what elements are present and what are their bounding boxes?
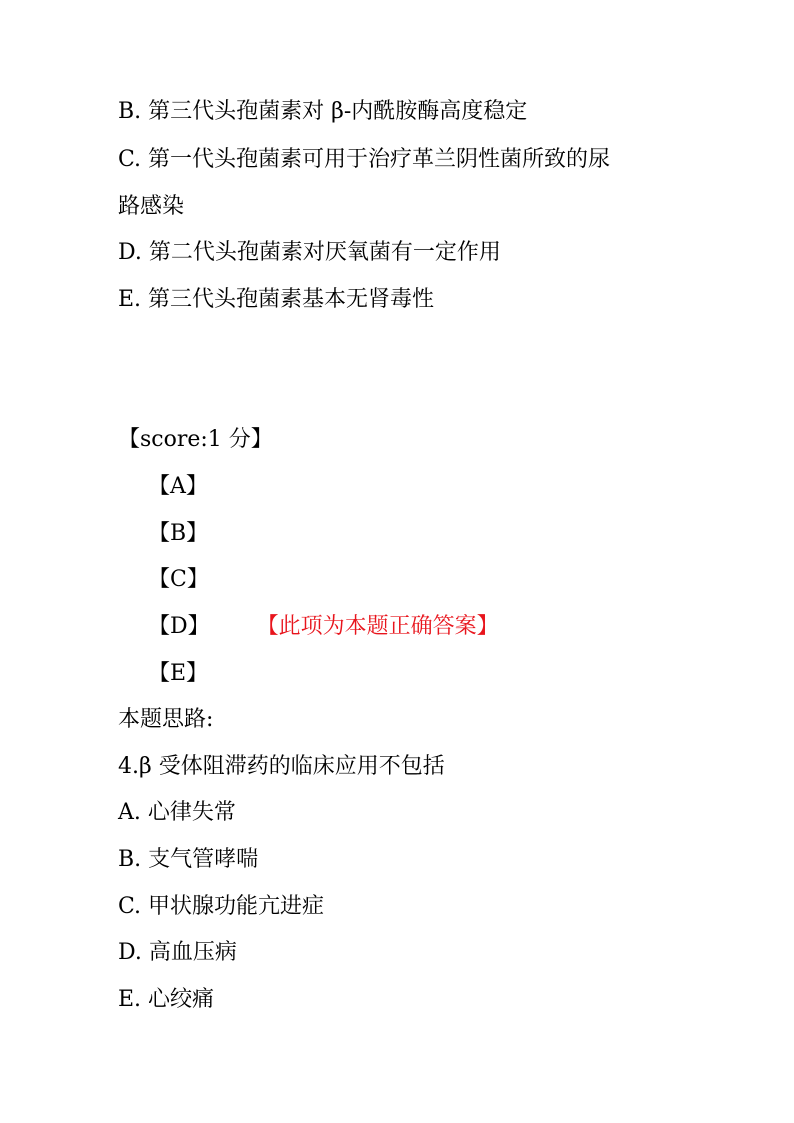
- answer-row-e: [148, 658, 208, 690]
- option-c-line-1: C. 第一代头孢菌素可用于治疗革兰阴性菌所致的尿: [118, 147, 611, 172]
- option-d: D. 第二代头孢菌素对厌氧菌有一定作用: [118, 240, 501, 265]
- question-4-stem: 4.β 受体阻滞药的临床应用不包括: [118, 754, 445, 779]
- question-4-option-c: C. 甲状腺功能亢进症: [118, 894, 325, 919]
- correct-answer-mark: 【此项为本题正确答案】: [256, 614, 499, 639]
- answer-label: 【A】: [148, 474, 208, 499]
- answer-label: 【C】: [148, 567, 209, 592]
- question-4-option-b: B. 支气管哮喘: [118, 847, 259, 872]
- score-label: 【score:1 分】: [118, 427, 273, 452]
- question-4-option-e: E. 心绞痛: [118, 987, 215, 1012]
- option-b: B. 第三代头孢菌素对 β-内酰胺酶高度稳定: [118, 99, 528, 124]
- explanation-label: 本题思路:: [118, 707, 214, 732]
- answer-label: 【B】: [148, 521, 209, 546]
- question-4-option-a: A. 心律失常: [118, 800, 236, 825]
- answer-label: 【E】: [148, 661, 209, 686]
- answer-row-b: [148, 518, 208, 550]
- answer-row-a: [148, 471, 208, 503]
- answer-label: 【D】: [148, 614, 210, 639]
- answer-row-c: [148, 564, 209, 596]
- option-e: E. 第三代头孢菌素基本无肾毒性: [118, 287, 435, 312]
- answer-row-d: [148, 611, 499, 643]
- option-c-line-2: 路感染: [118, 194, 185, 219]
- question-4-option-d: D. 高血压病: [118, 940, 237, 965]
